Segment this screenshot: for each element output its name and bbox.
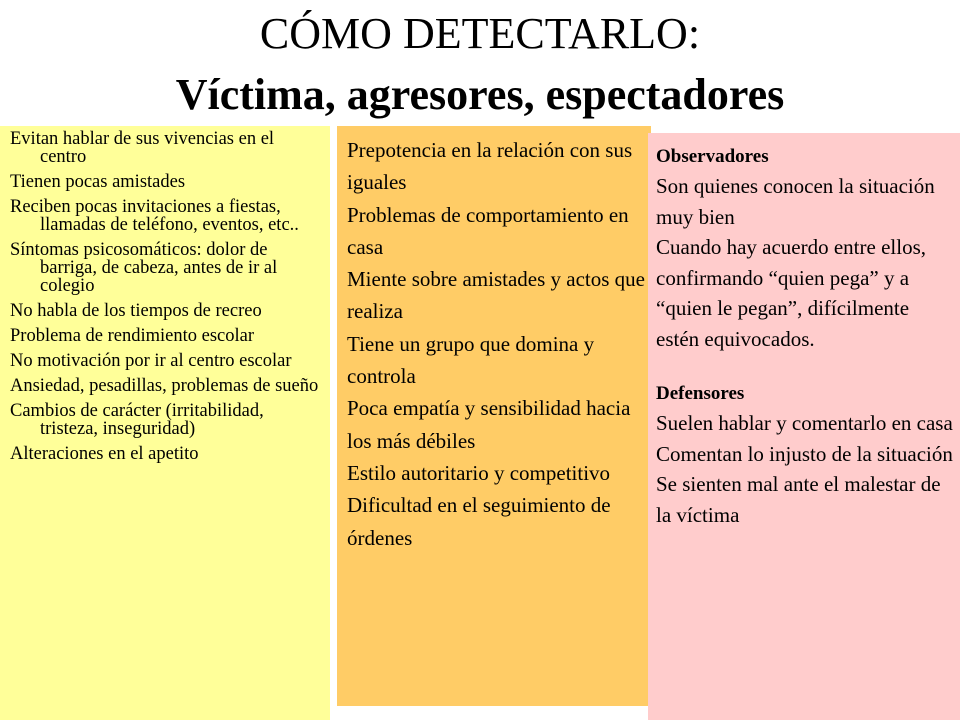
observers-heading: Observadores [656, 146, 769, 167]
list-item: No motivación por ir al centro escolar [10, 351, 292, 371]
page-subtitle: Víctima, agresores, espectadores [175, 70, 785, 119]
list-item: Tienen pocas amistades [10, 172, 186, 192]
list-item: Suelen hablar y comentarlo en casa [656, 411, 953, 435]
list-item: Se sienten mal ante el malestar de la víctima [656, 472, 941, 527]
aggressor-column [337, 126, 651, 706]
list-item: Miente sobre amistades y actos que realiza [347, 267, 645, 324]
list-item: Alteraciones en el apetito [10, 444, 199, 464]
victim-column [0, 126, 330, 720]
list-item: Cambios de carácter (irritabilidad, tristeza, inseguridad) [10, 401, 264, 439]
list-item: Cuando hay acuerdo entre ellos, confirmando “quien pega” y a “quien le pegan”, difícilmente estén equivocados. [656, 235, 926, 351]
list-item: Síntomas psicosomáticos: dolor de barriga, de cabeza, antes de ir al colegio [10, 240, 278, 296]
list-item: Comentan lo injusto de la situación [656, 441, 953, 466]
defenders-list [656, 408, 956, 530]
list-item: No habla de los tiempos de recreo [10, 301, 262, 321]
list-item: Reciben pocas invitaciones a fiestas, llamadas de teléfono, eventos, etc.. [10, 197, 299, 235]
list-item: Problema de rendimiento escolar [10, 326, 255, 346]
page-title: CÓMO DETECTARLO: [259, 9, 701, 58]
list-item: Ansiedad, pesadillas, problemas de sueño [10, 376, 319, 396]
list-item: Dificultad en el seguimiento de órdenes [347, 493, 611, 550]
list-item: Evitan hablar de sus vivencias en el centro [10, 129, 275, 167]
list-item: Estilo autoritario y competitivo [347, 460, 611, 485]
list-item: Problemas de comportamiento en casa [347, 202, 629, 259]
defenders-heading: Defensores [656, 383, 745, 404]
list-item: Prepotencia en la relación con sus iguales [347, 138, 633, 195]
list-item: Poca empatía y sensibilidad hacia los más débiles [347, 396, 631, 453]
list-item: Tiene un grupo que domina y controla [347, 331, 595, 389]
section-spacer [656, 354, 956, 380]
list-item: Son quienes conocen la situación muy bien [656, 174, 935, 229]
observers-list [656, 171, 956, 354]
aggressor-signs-list [347, 134, 647, 554]
victim-signs-list [10, 130, 324, 463]
spectator-column [648, 133, 960, 720]
